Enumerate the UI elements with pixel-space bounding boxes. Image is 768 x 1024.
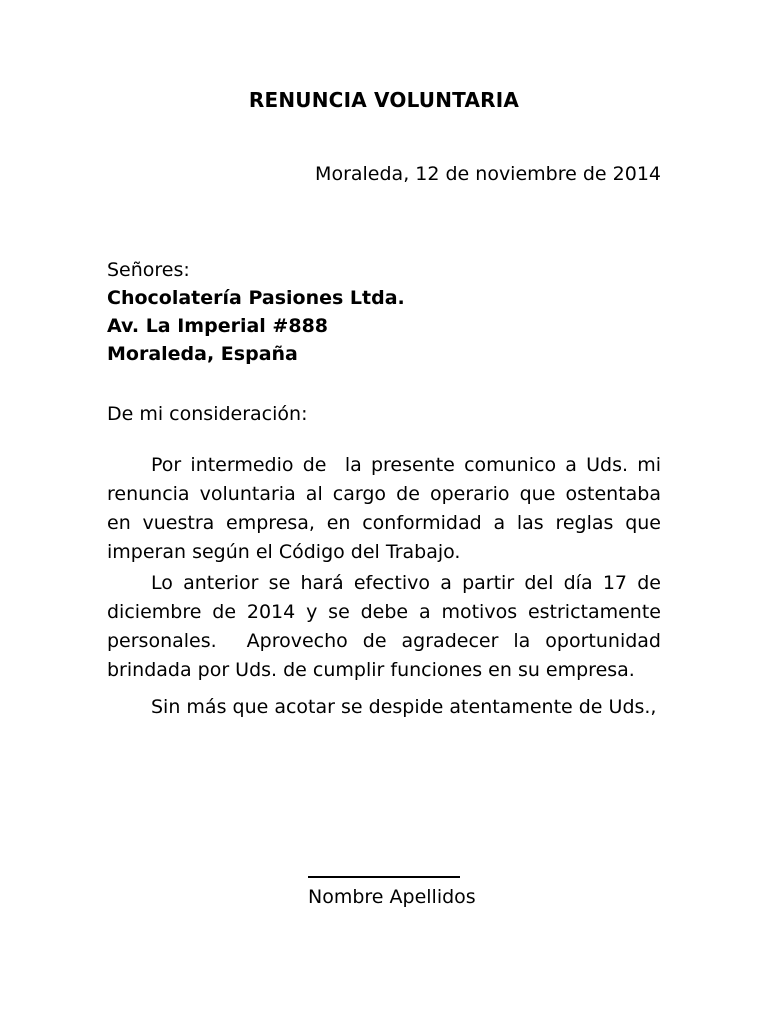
body-paragraph-second: Lo anterior se hará efectivo a partir del día 17 de diciembre de 2014 y se debe a motivos estrictamente personales. Aprovecho de agradecer la oportunidad brindada por Uds. de cumplir funciones en su empresa. bbox=[107, 572, 668, 681]
salutation: De mi consideración: bbox=[107, 403, 308, 425]
recipient-city-country: Moraleda, España bbox=[107, 343, 298, 365]
signature-name: Nombre Apellidos bbox=[308, 886, 476, 908]
closing-line: Sin más que acotar se despide atentamente de Uds., bbox=[151, 696, 657, 718]
date-line: Moraleda, 12 de noviembre de 2014 bbox=[315, 163, 661, 185]
signature-line bbox=[308, 876, 460, 878]
recipient-address: Av. La Imperial #888 bbox=[107, 315, 329, 337]
signature-block bbox=[308, 876, 476, 910]
recipient-greeting: Señores: bbox=[107, 259, 190, 281]
recipient-company: Chocolatería Pasiones Ltda. bbox=[107, 287, 405, 309]
page-title: RENUNCIA VOLUNTARIA bbox=[248, 88, 520, 112]
recipient-block bbox=[107, 256, 661, 368]
body-paragraph-first: Por intermedio de la presente comunico a Uds. mi renuncia voluntaria al cargo de operario que ostentaba en vuestra empresa, en conformidad a las reglas que imperan según el Código del Trabajo. bbox=[107, 454, 668, 563]
